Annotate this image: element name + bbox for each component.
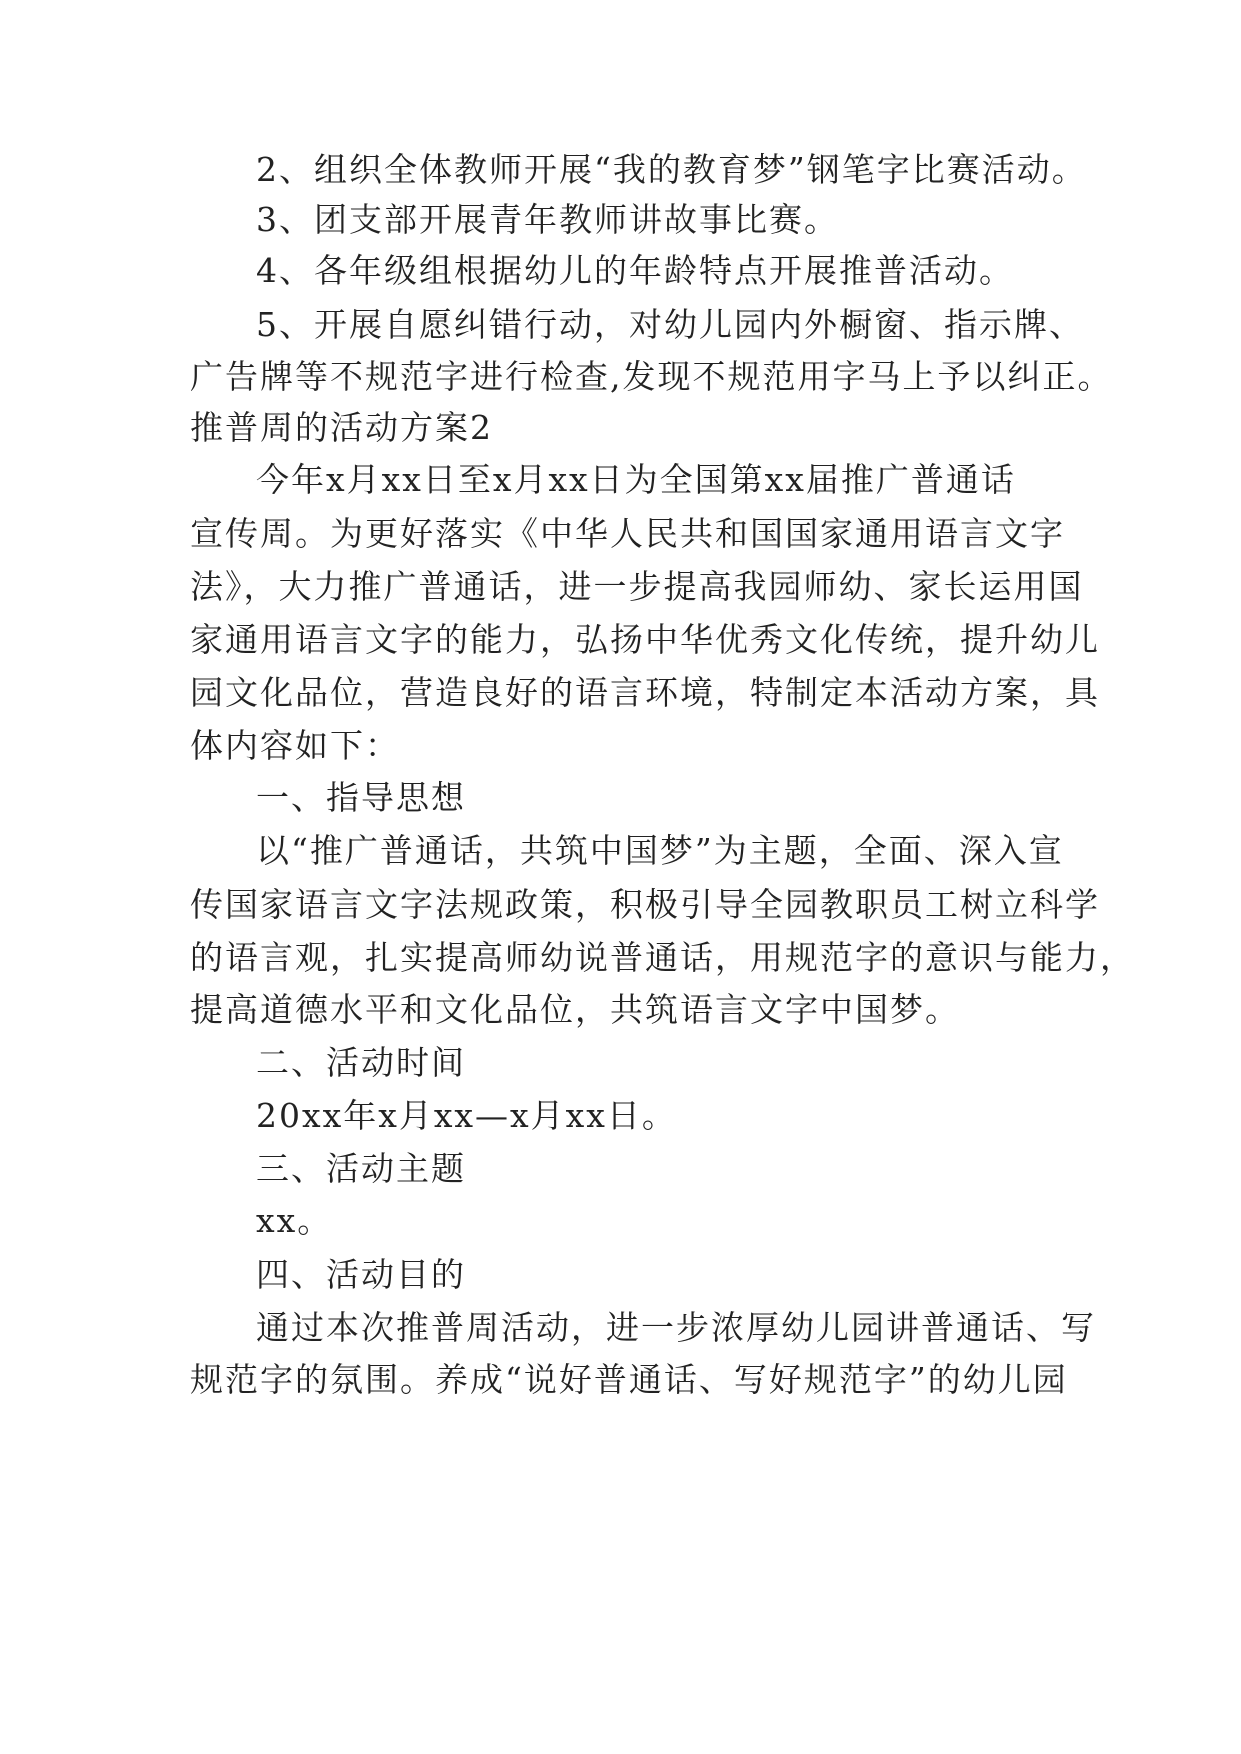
heading-activity-purpose: 四、活动目的	[256, 1255, 466, 1294]
activity-time-text: 20xx年x月xx—x月xx日。	[256, 1096, 677, 1135]
activity-theme-text: xx。	[256, 1201, 333, 1240]
heading-activity-time: 二、活动时间	[256, 1043, 466, 1082]
section-title: 推普周的活动方案2	[190, 408, 493, 447]
paragraph-line: 通过本次推普周活动，进一步浓厚幼儿园讲普通话、写	[256, 1308, 1096, 1347]
list-item-5: 5、开展自愿纠错行动，对幼儿园内外橱窗、指示牌、	[256, 305, 1084, 344]
paragraph-line: 广告牌等不规范字进行检查,发现不规范用字马上予以纠正。	[190, 357, 1113, 396]
paragraph-line: 以“推广普通话，共筑中国梦”为主题，全面、深入宣	[256, 831, 1064, 870]
paragraph-line: 宣传周。为更好落实《中华人民共和国国家通用语言文字	[190, 514, 1065, 553]
paragraph-line: 传国家语言文字法规政策，积极引导全园教职员工树立科学	[190, 885, 1100, 924]
paragraph-line: 提高道德水平和文化品位，共筑语言文字中国梦。	[190, 990, 960, 1029]
list-item-4: 4、各年级组根据幼儿的年龄特点开展推普活动。	[256, 251, 1014, 290]
heading-guiding-ideology: 一、指导思想	[256, 778, 466, 817]
paragraph-line: 今年x月xx日至x月xx日为全国第xx届推广普通话	[256, 460, 1016, 499]
list-item-2: 2、组织全体教师开展“我的教育梦”钢笔字比赛活动。	[256, 150, 1087, 189]
paragraph-line: 体内容如下：	[190, 726, 400, 765]
paragraph-line: 规范字的氛围。养成“说好普通话、写好规范字”的幼儿园	[190, 1360, 1068, 1399]
paragraph-line: 园文化品位，营造良好的语言环境，特制定本活动方案，具	[190, 673, 1100, 712]
paragraph-line: 法》，大力推广普通话，进一步提高我园师幼、家长运用国	[190, 567, 1084, 606]
list-item-3: 3、团支部开展青年教师讲故事比赛。	[256, 200, 839, 239]
heading-activity-theme: 三、活动主题	[256, 1149, 466, 1188]
paragraph-line: 的语言观，扎实提高师幼说普通话，用规范字的意识与能力，	[190, 938, 1135, 977]
paragraph-line: 家通用语言文字的能力，弘扬中华优秀文化传统，提升幼儿	[190, 620, 1100, 659]
